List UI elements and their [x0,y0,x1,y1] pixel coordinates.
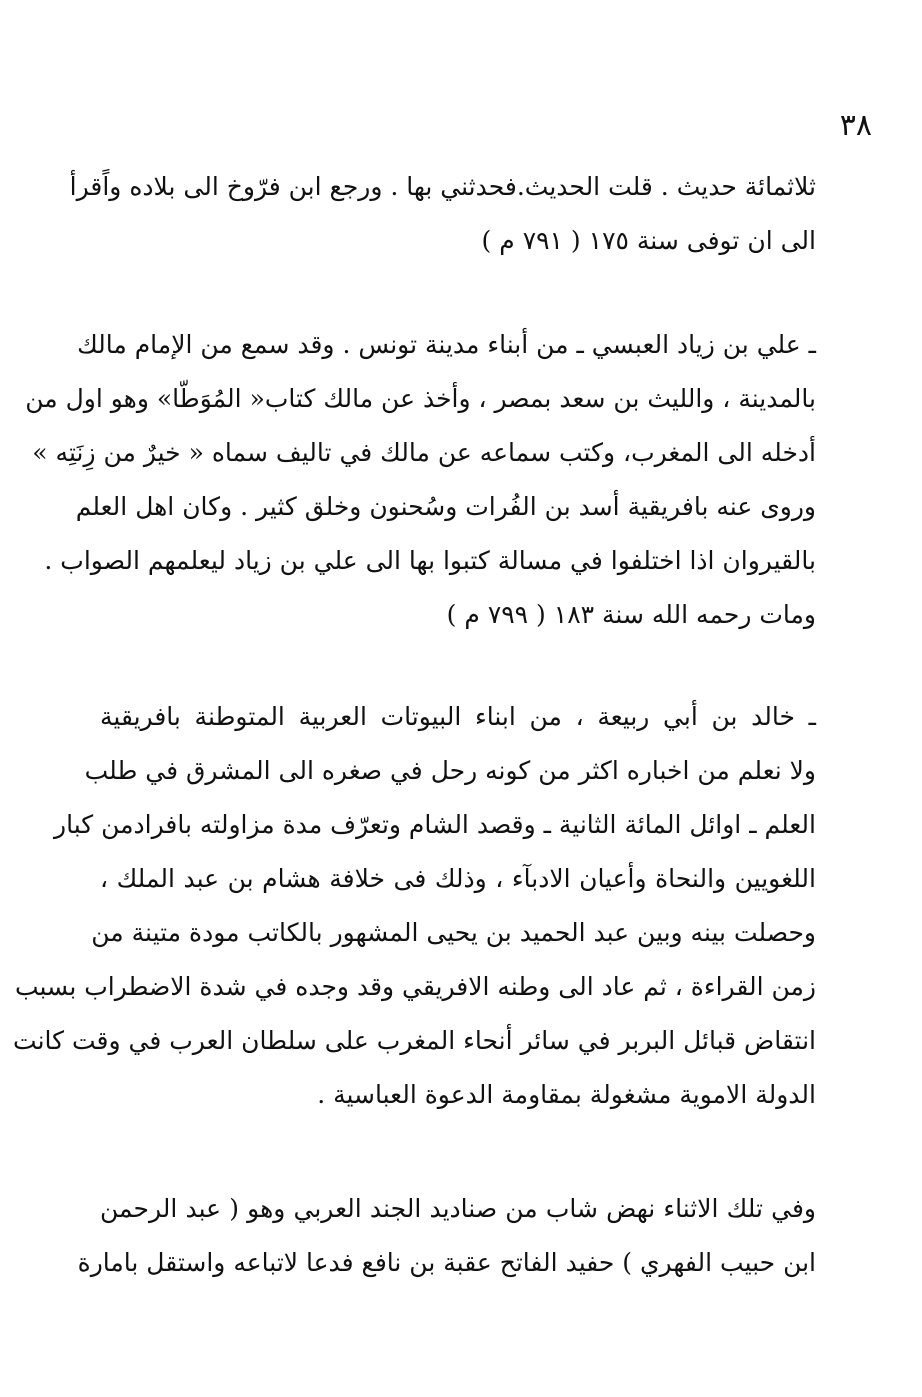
text-line: بالقيروان اذا اختلفوا في مسالة كتبوا بها الى علي بن زياد ليعلمهم الصواب . [44,546,816,575]
text-line: ابن حبيب الفهري ) حفيد الفاتح عقبة بن نافع فدعا لاتباعه واستقل بامارة [77,1248,816,1277]
text-line: اللغويين والنحاة وأعيان الادبآء ، وذلك فى خلافة هشام بن عبد الملك ، [100,864,816,893]
text-line: أدخله الى المغرب، وكتب سماعه عن مالك في تاليف سماه « خيرٌ من زِنَتِه » [32,438,816,467]
text-line: وحصلت بينه وبين عبد الحميد بن يحيى المشهور بالكاتب مودة متينة من [91,918,816,947]
text-line: زمن القراءة ، ثم عاد الى وطنه الافريقي وقد وجده في شدة الاضطراب بسبب [14,972,816,1001]
text-line: ـ علي بن زياد العبسي ـ من أبناء مدينة تونس . وقد سمع من الإمام مالك [77,330,816,359]
text-line: الى ان توفى سنة ١٧٥ ( ٧٩١ م ) [481,226,816,255]
paragraph-1 [69,160,816,268]
text-line: وروى عنه بافريقية أسد بن الفُرات وسُحنون وخلق كثير . وكان اهل العلم [75,492,816,521]
text-line: انتقاض قبائل البربر في سائر أنحاء المغرب على سلطان العرب في وقت كانت [13,1026,816,1055]
text-line: ـ خالد بن أبي ربيعة ، من ابناء البيوتات العربية المتوطنة بافريقية [100,702,816,731]
text-line: ولا نعلم من اخباره اكثر من كونه رحل في صغره الى المشرق في طلب [84,756,816,785]
page-number: ٣٨ [839,108,872,143]
paragraph-3 [13,690,816,1122]
paragraph-2 [25,318,816,642]
text-line: وفي تلك الاثناء نهض شاب من صناديد الجند العربي وهو ( عبد الرحمن [100,1194,816,1223]
text-line: ومات رحمه الله سنة ١٨٣ ( ٧٩٩ م ) [446,600,816,629]
text-line: ثلاثمائة حديث . قلت الحديث.فحدثني بها . ورجع ابن فرّوخ الى بلاده واًقرأ [69,172,816,201]
text-line: بالمدينة ، والليث بن سعد بمصر ، وأخذ عن مالك كتاب« المُوَطّا» وهو اول من [25,384,816,413]
paragraph-4 [77,1182,816,1290]
text-line: الدولة الاموية مشغولة بمقاومة الدعوة العباسية . [317,1080,816,1109]
text-line: العلم ـ اوائل المائة الثانية ـ وقصد الشام وتعرّف مدة مزاولته بافرادمن كبار [54,810,816,839]
